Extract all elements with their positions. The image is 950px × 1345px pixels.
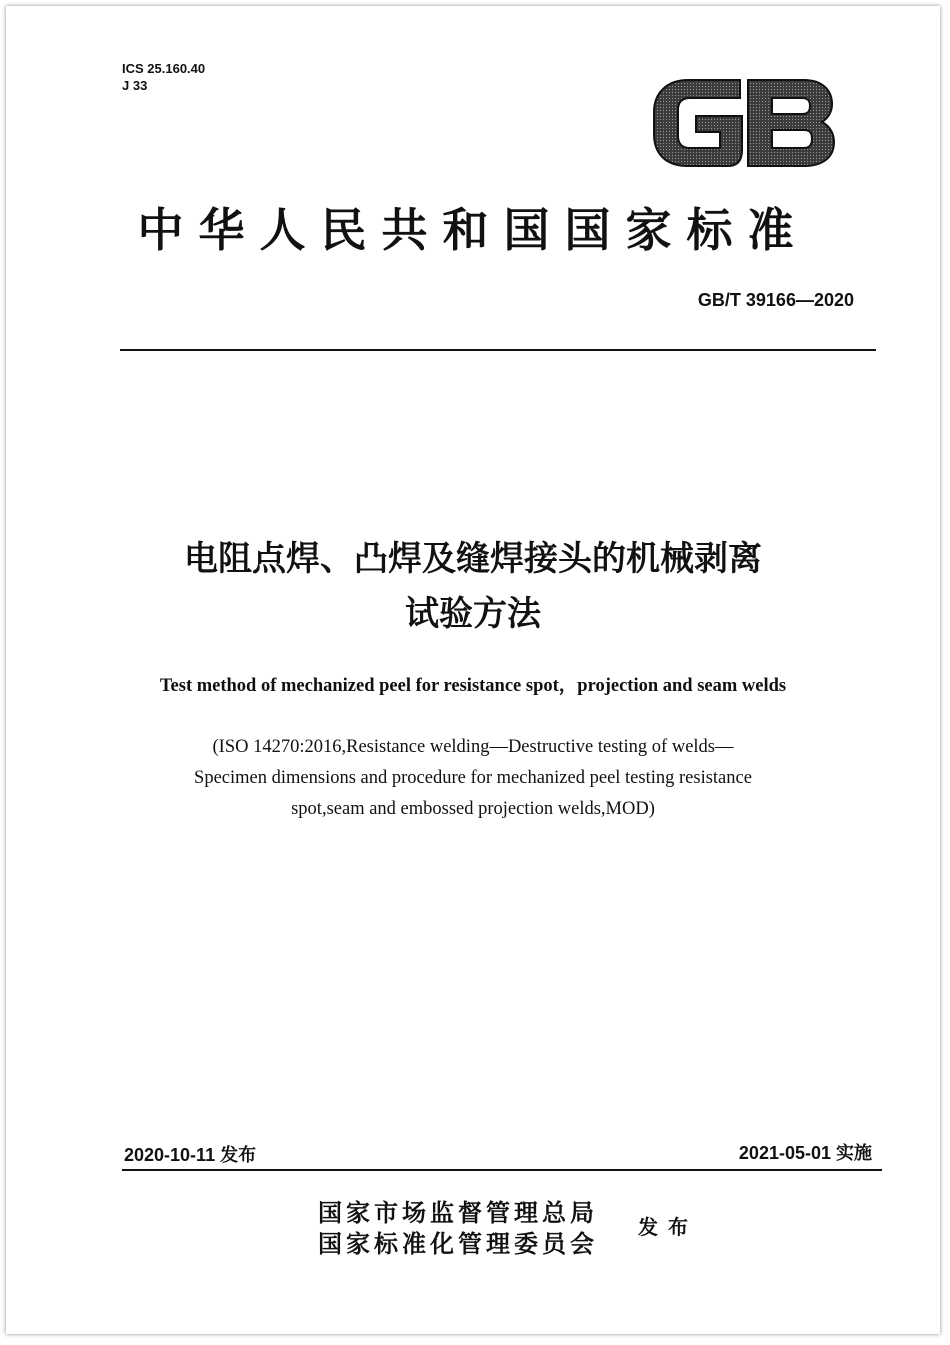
chinese-title-line-2: 试验方法 — [405, 594, 541, 634]
issuer-sac: 国家标准化管理委员会 — [318, 1229, 598, 1258]
standard-number: GB/T 39166—2020 — [697, 290, 854, 310]
national-standard-heading: 中华人民共和国国家标准 — [137, 203, 809, 257]
issue-date: 2020-10-11 发布 — [124, 1145, 257, 1165]
header-divider — [120, 349, 876, 351]
iso-reference-line-3: spot,seam and embossed projection welds,MOD) — [291, 799, 655, 819]
english-title: Test method of mechanized peel for resistance spot，projection and seam welds — [159, 676, 787, 696]
ics-code: ICS 25.160.40 — [122, 61, 206, 76]
ccs-code: J 33 — [122, 78, 148, 93]
document-page — [6, 6, 940, 1334]
classification-codes — [122, 60, 205, 94]
issuer-samr: 国家市场监督管理总局 — [318, 1198, 598, 1227]
iso-reference-line-1: (ISO 14270:2016,Resistance welding—Destructive testing of welds— — [212, 737, 734, 757]
iso-reference-line-2: Specimen dimensions and procedure for mechanized peel testing resistance — [194, 768, 752, 788]
publish-label: 发布 — [638, 1215, 698, 1239]
implementation-date: 2021-05-01 实施 — [738, 1143, 872, 1163]
gb-standard-logo — [644, 70, 840, 176]
chinese-title-line-1: 电阻点焊、凸焊及缝焊接头的机械剥离 — [184, 539, 762, 579]
footer-divider — [122, 1169, 882, 1171]
